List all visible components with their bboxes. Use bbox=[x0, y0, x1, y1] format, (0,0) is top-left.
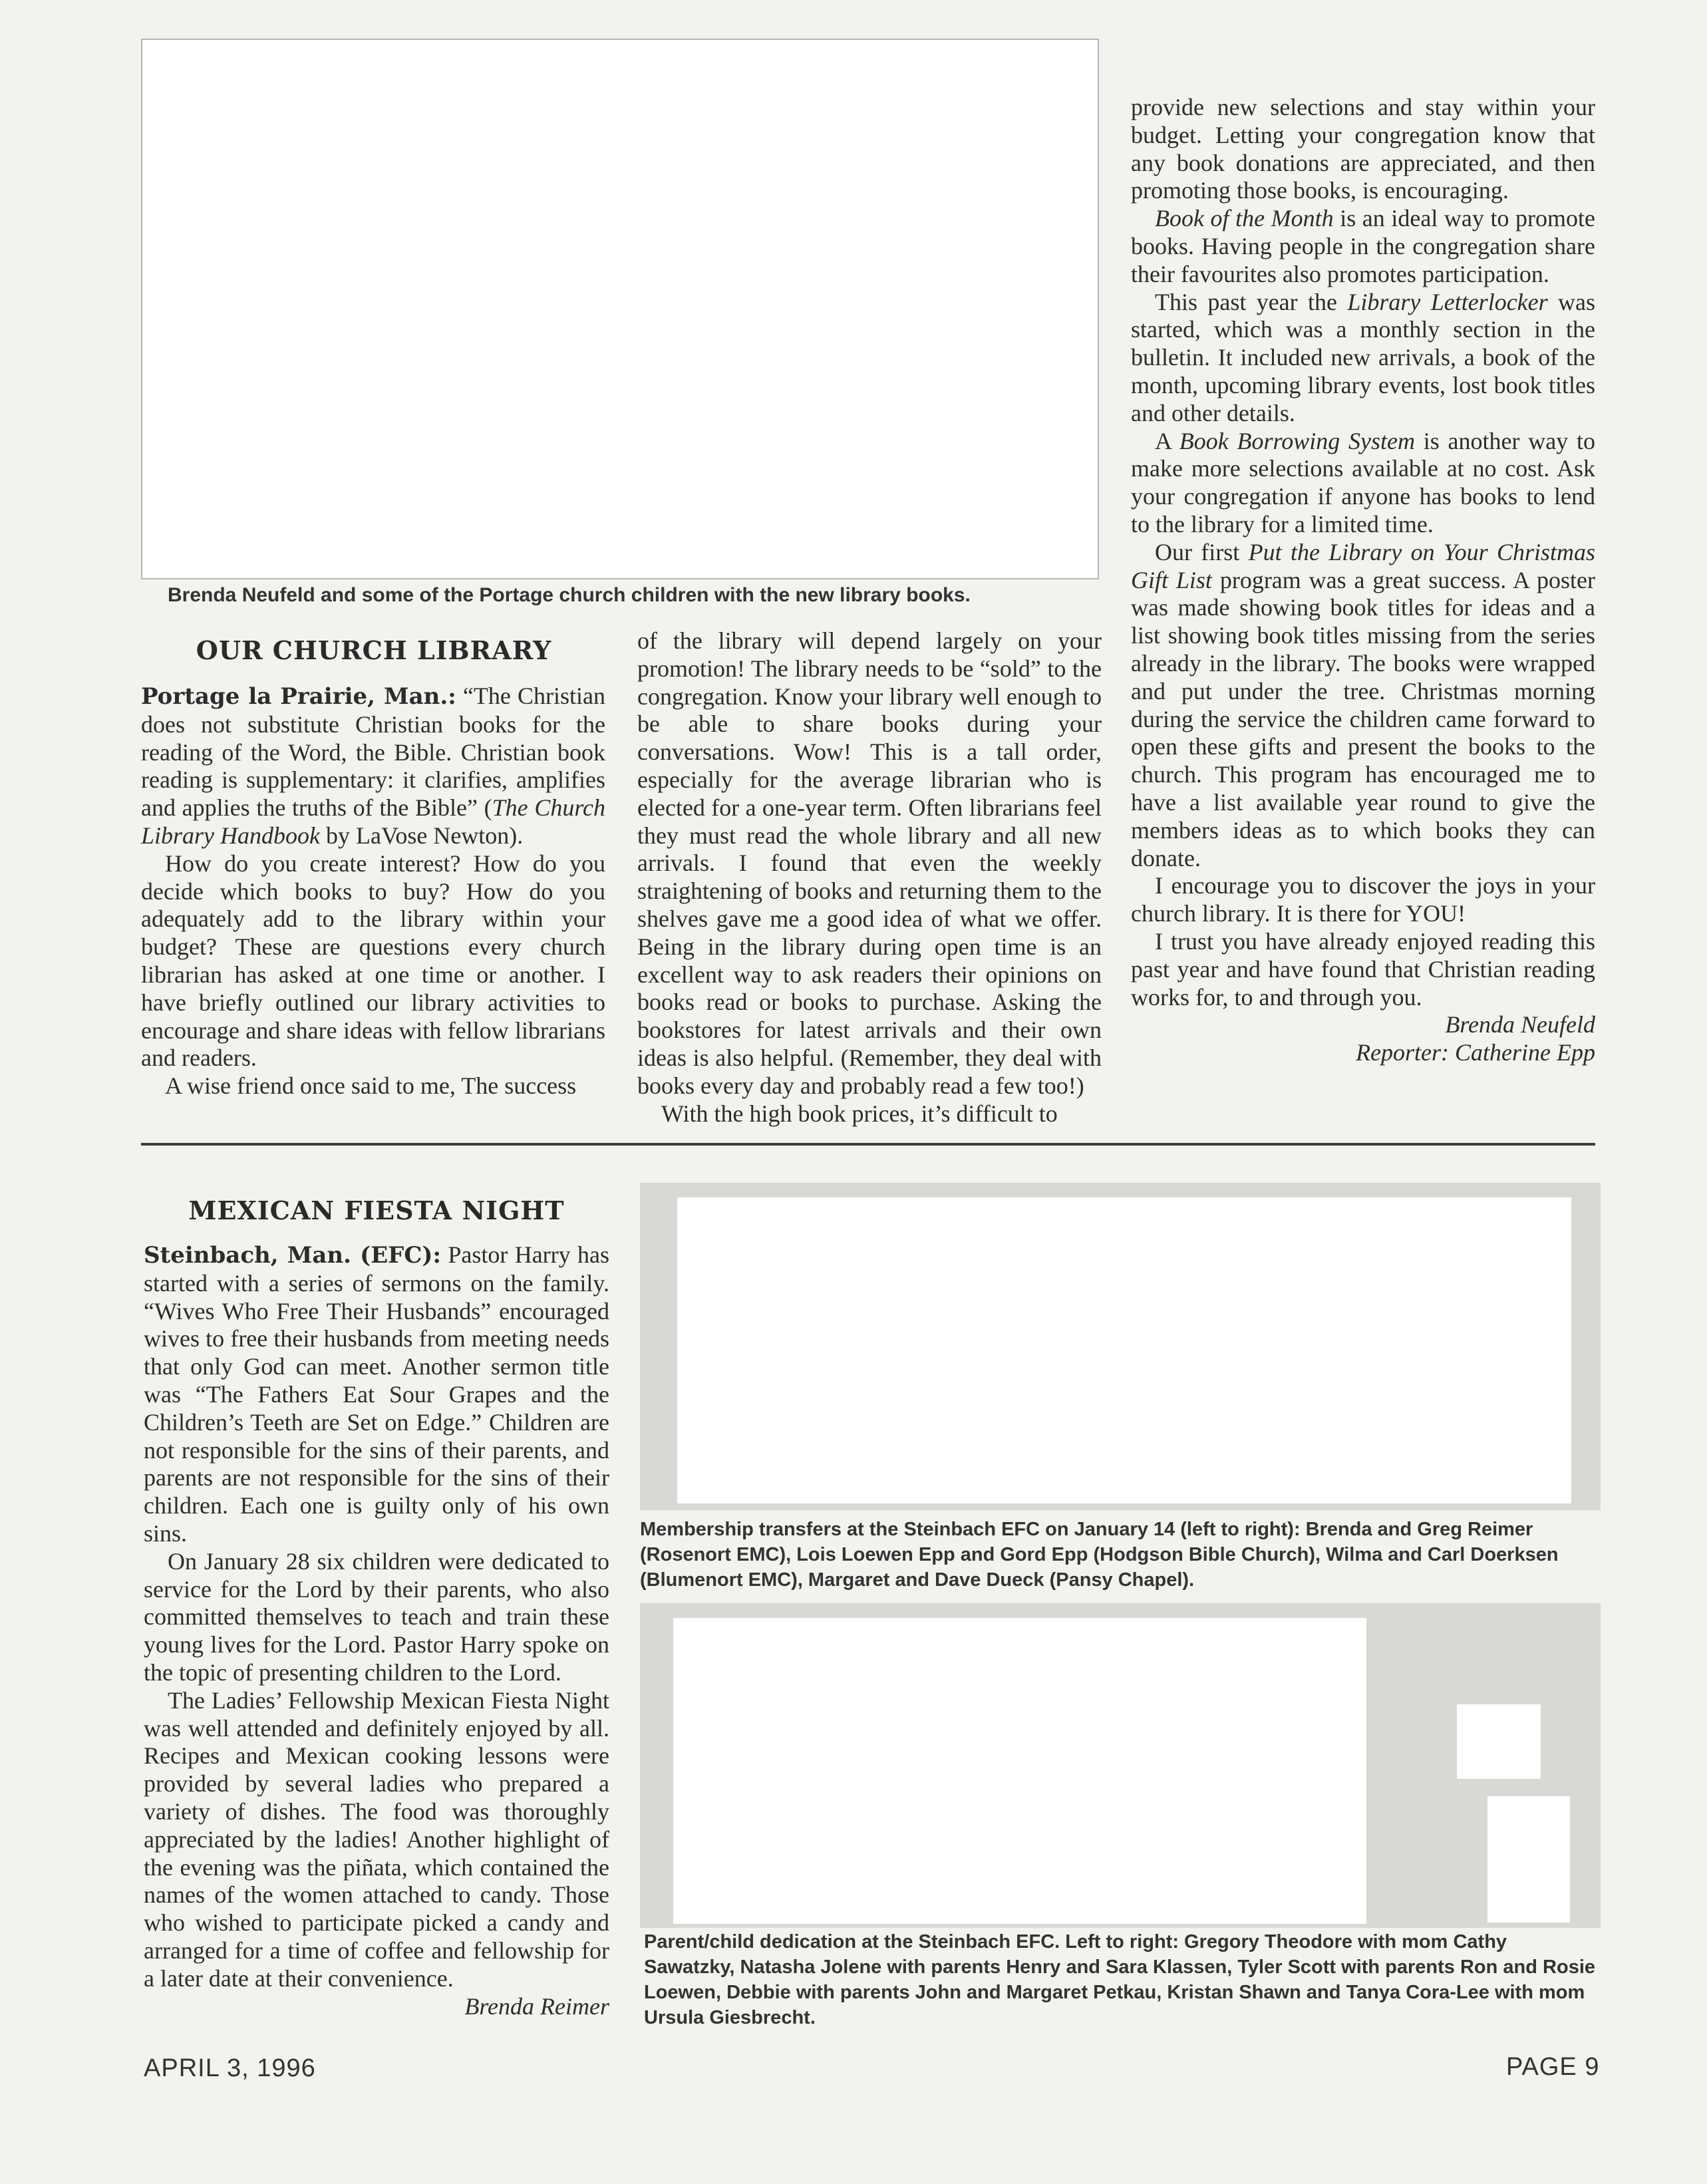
library-column-3 bbox=[1131, 94, 1595, 1067]
fiesta-p1: Steinbach, Man. (EFC): Pastor Harry has started with a series of sermons on the family. “Wives Who Free Their Husbands” encouraged wives to free their husbands from meeting needs that only God can meet. Another sermon title was “The Fathers Eat Sour Grapes and the Children’s Teeth are Set on Edge.” Children are not responsible for the sins of their parents, and parents are not responsible for the sins of their children. Each one is guilty only of his own sins. bbox=[144, 1241, 609, 1547]
library-col3-p7: I trust you have already enjoyed reading this past year and have found that Christian reading works for, to and through you. bbox=[1131, 927, 1595, 1011]
library-col3-p6: I encourage you to discover the joys in your church library. It is there for YOU! bbox=[1131, 872, 1595, 927]
membership-photo-caption: Membership transfers at the Steinbach EFC on January 14 (left to right): Brenda and Greg Reimer (Rosenort EMC), Lois Loewen Epp and Gord Epp (Hodgson Bible Church), Wilma and Carl Doerksen (Blumenort EMC), Margaret and Dave Dueck (Pansy Chapel). bbox=[640, 1519, 1559, 1591]
library-col1-p3: A wise friend once said to me, The success bbox=[165, 1072, 577, 1100]
dedication-photo bbox=[673, 1618, 1366, 1924]
library-photo-caption: Brenda Neufeld and some of the Portage church children with the new library books. bbox=[168, 584, 971, 606]
library-signature: Brenda Neufeld bbox=[1445, 1011, 1595, 1038]
library-column-2 bbox=[637, 627, 1102, 1128]
fiesta-dateline: Steinbach, Man. (EFC): bbox=[144, 1242, 442, 1269]
membership-photo bbox=[677, 1197, 1571, 1503]
library-col3-p1: provide new selections and stay within your budget. Letting your congregation know that any book donations are appreciated, and then promoting those books, is encouraging. bbox=[1131, 94, 1595, 204]
fiesta-p3: The Ladies’ Fellowship Mexican Fiesta Night was well attended and definitely enjoyed by all. Recipes and Mexican cooking lessons were provided by several ladies who prepared a variety of dishes. The food was thoroughly appreciated by the ladies! Another highlight of the evening was the piñata, which contained the names of the women attached to candy. Those who wished to participate picked a candy and arranged for a time of coffee and fellowship for a later date at their convenience. bbox=[144, 1686, 609, 1992]
fiesta-p2: On January 28 six children were dedicated to service for the Lord by their parents, who also committed themselves to teach and train these young lives for the Lord. Pastor Harry spoke on the topic of presenting children to the Lord. bbox=[144, 1547, 609, 1686]
library-dateline: Portage la Prairie, Man.: bbox=[141, 683, 456, 710]
footer-page-number: PAGE 9 bbox=[1506, 2053, 1600, 2081]
fiesta-signature: Brenda Reimer bbox=[464, 1992, 609, 2020]
dedication-photo-detail-1 bbox=[1457, 1704, 1541, 1779]
library-col1-p2: How do you create interest? How do you decide which books to buy? How do you adequately add to the library within your budget? These are questions every church librarian has asked at one time or another. I have briefly outlined our library activities to encourage and share ideas with fellow librarians and readers. bbox=[141, 850, 605, 1072]
library-reporter: Reporter: Catherine Epp bbox=[1356, 1039, 1595, 1066]
book-title: The Church Library Handbook bbox=[141, 794, 605, 849]
library-headline: OUR CHURCH LIBRARY bbox=[196, 635, 552, 665]
dedication-photo-caption: Parent/child dedication at the Steinbach EFC. Left to right: Gregory Theodore with mom Cathy Sawatzky, Natasha Jolene with parents Henry and Sara Klassen, Tyler Scott with parents Ron and Rosie Loewen, Debbie with parents John and Margaret Petkau, Kristan Shawn and Tanya Cora-Lee with mom Ursula Giesbrecht. bbox=[644, 1931, 1596, 2028]
library-col2-p2: With the high book prices, it’s difficult to bbox=[661, 1100, 1058, 1127]
fiesta-headline: MEXICAN FIESTA NIGHT bbox=[188, 1195, 565, 1225]
footer-date: APRIL 3, 1996 bbox=[144, 2054, 316, 2082]
library-col3-p4: A Book Borrowing System is another way to make more selections available at no cost. Ask your congregation if anyone has books to lend to the library for a limited time. bbox=[1131, 427, 1596, 538]
library-col3-p3: This past year the Library Letterlocker was started, which was a monthly section in the bulletin. It included new arrivals, a book of the month, upcoming library events, lost book titles and other details. bbox=[1131, 288, 1595, 426]
library-col3-p5: Our first Put the Library on Your Christmas Gift List program was a great success. A poster was made showing book titles for ideas and a list showing book titles missing from the series already in the library. The books were wrapped and put under the tree. Christmas morning during the service the children came forward to open these gifts and present the books to the church. This program has encouraged me to have a list available year round to give the members ideas as to which books they can donate. bbox=[1131, 538, 1595, 871]
library-col1-p1: Portage la Prairie, Man.: “The Christian does not substitute Christian books for the reading of the Word, the Bible. Christian book reading is supplementary: it clarifies, amplifies and applies the truths of the Bible” (The Church Library Handbook by LaVose Newton). bbox=[141, 683, 605, 849]
library-photo bbox=[141, 39, 1099, 579]
library-col2-p1: of the library will depend largely on your promotion! The library needs to be “sold” to the congregation. Know your library well enough to be able to share books during your conversations. Wow! This is a tall order, especially for the average librarian who is elected for a one-year term. Often librarians feel they must read the whole library and all new arrivals. I found that even the weekly straightening of books and returning them to the shelves gave me a good idea of what we offer. Being in the library during open time is an excellent way to ask readers their opinions on books read or books to purchase. Asking the bookstores for latest arrivals and their own ideas is also helpful. (Remember, they deal with books every day and probably read a few too!) bbox=[637, 627, 1102, 1099]
library-column-1 bbox=[141, 683, 605, 1100]
fiesta-column bbox=[144, 1241, 609, 2020]
dedication-photo-detail-2 bbox=[1487, 1796, 1570, 1923]
section-divider bbox=[141, 1143, 1595, 1146]
library-col3-p2: Book of the Month is an ideal way to promote books. Having people in the congregation share their favourites also promotes participation. bbox=[1131, 205, 1595, 287]
